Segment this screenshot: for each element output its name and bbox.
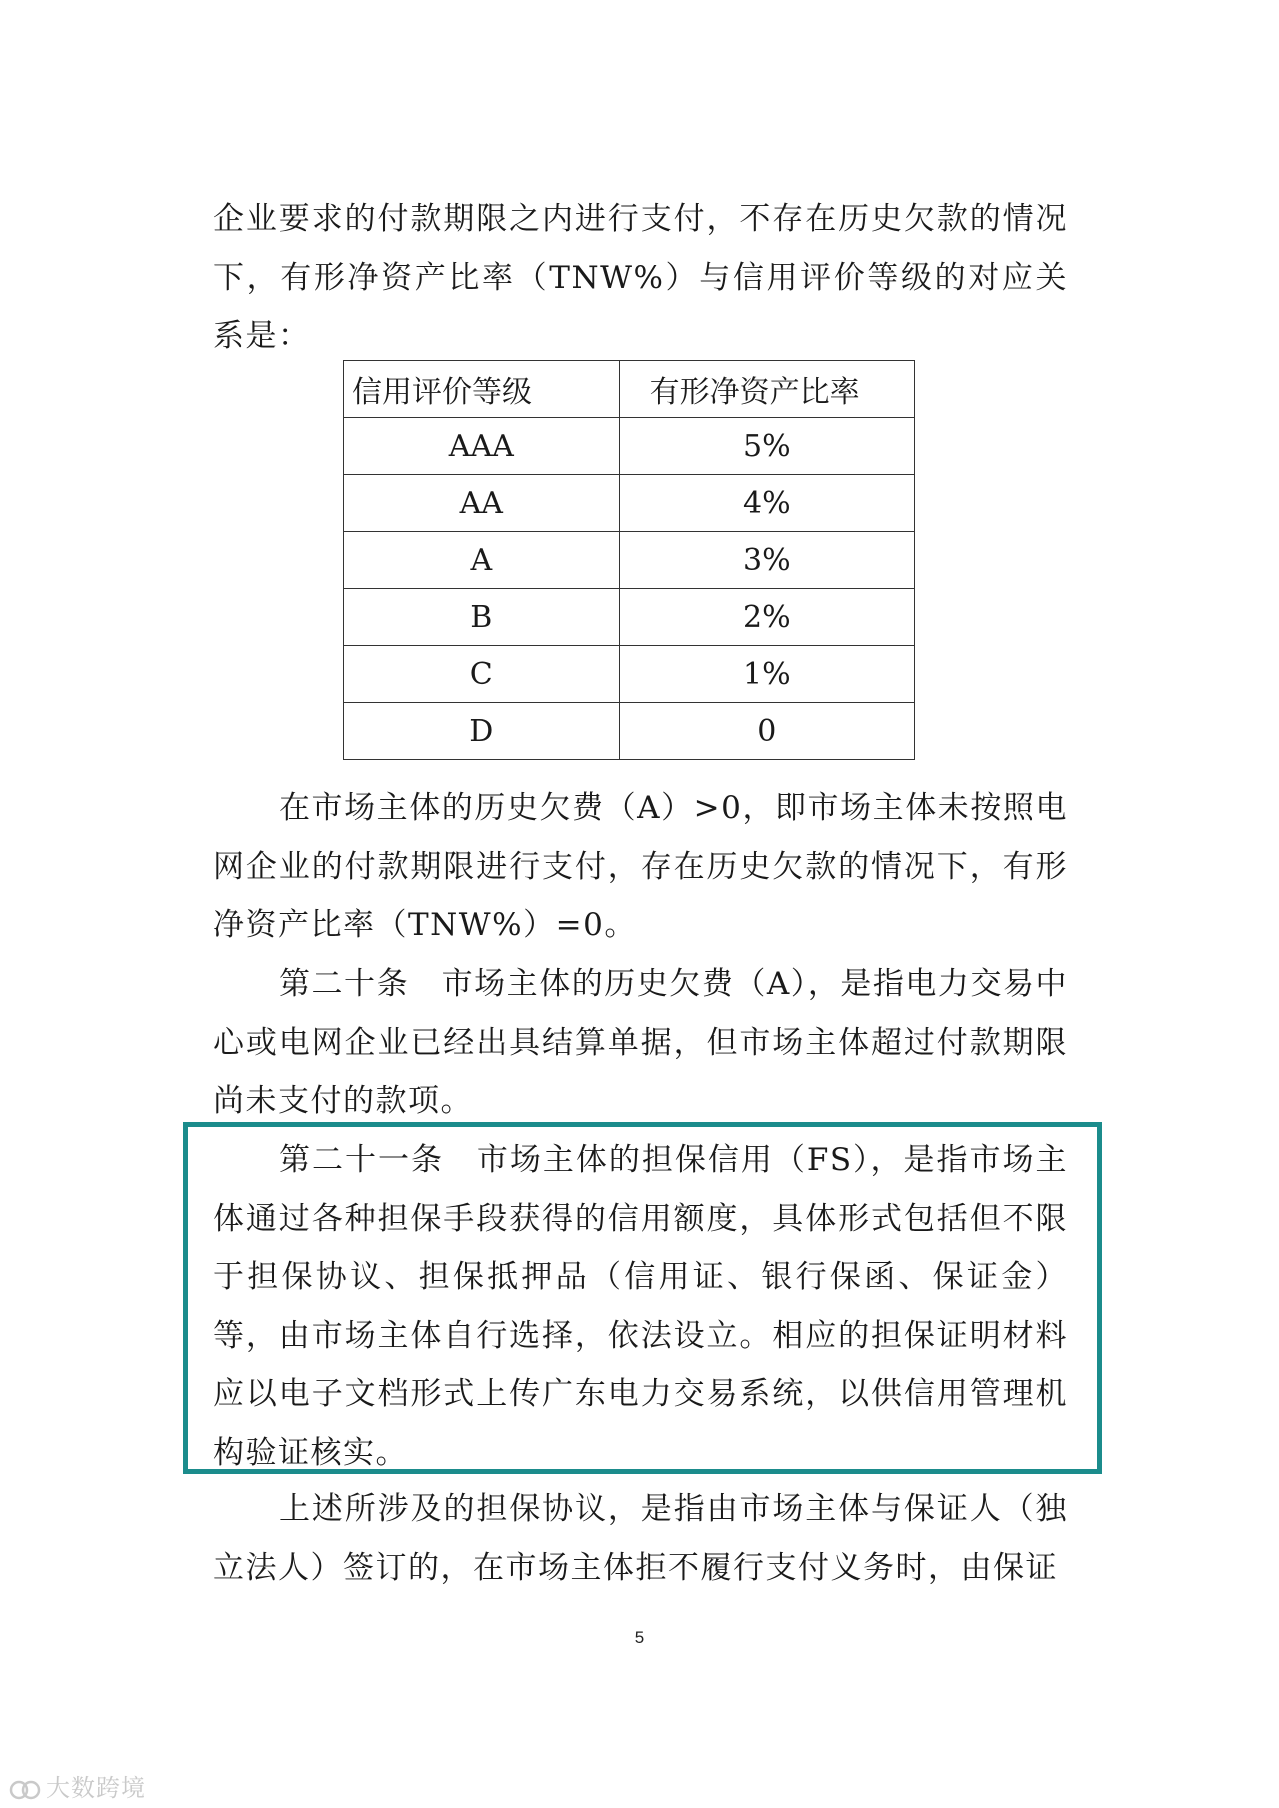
table-row xyxy=(344,589,915,646)
watermark-logo-icon xyxy=(8,1777,42,1803)
table-header-row xyxy=(344,361,915,418)
paragraph-article-20: 第二十条 市场主体的历史欠费（A），是指电力交易中心或电网企业已经出具结算单据，但市场主体超过付款期限尚未支付的款项。 xyxy=(213,966,1068,1119)
credit-rating-table xyxy=(343,360,915,760)
ratio-cell: 1% xyxy=(619,646,914,703)
header-credit-rating: 信用评价等级 xyxy=(344,361,620,418)
table-row xyxy=(344,703,915,760)
rating-cell: A xyxy=(344,532,620,589)
ratio-cell: 5% xyxy=(619,418,914,475)
rating-cell: B xyxy=(344,589,620,646)
rating-cell: AA xyxy=(344,475,620,532)
paragraph-tnw-intro: 企业要求的付款期限之内进行支付，不存在历史欠款的情况下，有形净资产比率（TNW%）与信用评价等级的对应关系是： xyxy=(213,201,1068,354)
ratio-cell: 2% xyxy=(619,589,914,646)
table-row xyxy=(344,418,915,475)
watermark xyxy=(8,1768,146,1803)
table-row xyxy=(344,532,915,589)
table-row xyxy=(344,646,915,703)
rating-cell: D xyxy=(344,703,620,760)
paragraph-article-21: 第二十一条 市场主体的担保信用（FS），是指市场主体通过各种担保手段获得的信用额度，具体形式包括但不限于担保协议、担保抵押品（信用证、银行保函、保证金）等，由市场主体自行选择，依法设立。相应的担保证明材料应以电子文档形式上传广东电力交易系统，以供信用管理机构验证核实。 xyxy=(213,1142,1068,1471)
table-row xyxy=(344,475,915,532)
ratio-cell: 0 xyxy=(619,703,914,760)
rating-cell: C xyxy=(344,646,620,703)
paragraph-arrears-case: 在市场主体的历史欠费（A）>0，即市场主体未按照电网企业的付款期限进行支付，存在历史欠款的情况下，有形净资产比率（TNW%）=0。 xyxy=(213,790,1068,943)
rating-cell: AAA xyxy=(344,418,620,475)
header-tnw-ratio: 有形净资产比率 xyxy=(619,361,914,418)
watermark-text: 大数跨境 xyxy=(46,1775,146,1802)
page-number: 5 xyxy=(634,1628,645,1647)
ratio-cell: 4% xyxy=(619,475,914,532)
paragraph-guarantee-agreement: 上述所涉及的担保协议，是指由市场主体与保证人（独立法人）签订的，在市场主体拒不履行支付义务时，由保证 xyxy=(213,1491,1068,1586)
ratio-cell: 3% xyxy=(619,532,914,589)
